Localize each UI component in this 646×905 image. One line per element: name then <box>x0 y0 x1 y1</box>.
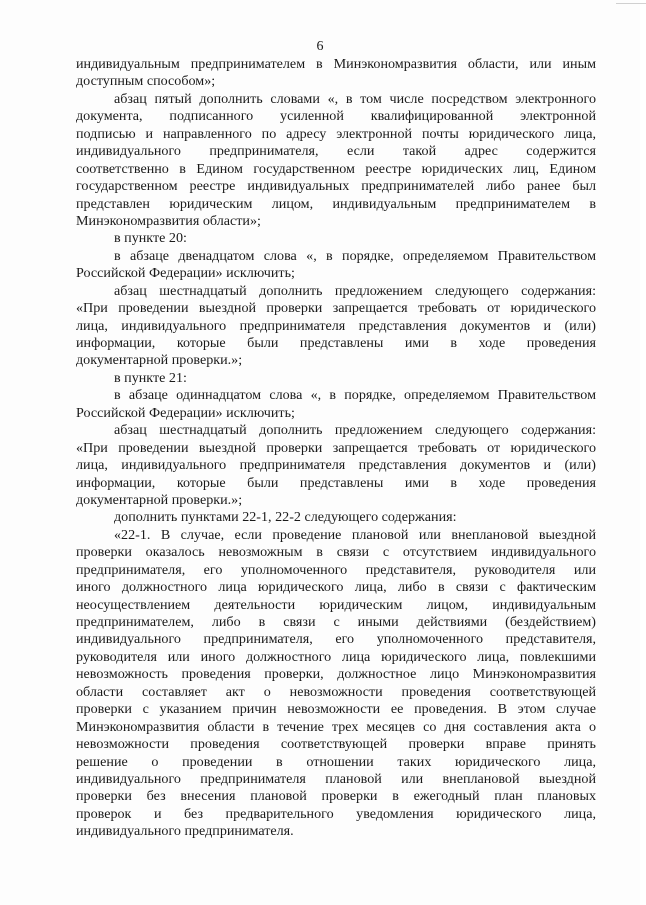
text-line: проверки без внесения плановой проверки в ежегодный план плановых <box>76 788 596 805</box>
text-line: «22-1. В случае, если проведение плановой или внеплановой выездной <box>114 526 596 543</box>
text-line: Российской Федерации» исключить; <box>76 404 295 421</box>
text-line: государственном реестре индивидуальных предпринимателей либо ранее был <box>76 178 596 195</box>
text-line: проверок и без предварительного уведомления юридического лица, <box>76 805 596 822</box>
text-line: представлен юридическим лицом, индивидуальным предпринимателем в <box>76 195 596 212</box>
text-line: подписью и направленного по адресу электронной почты юридического лица, <box>76 125 596 142</box>
text-line: лица, индивидуального предпринимателя представления документов и (или) <box>76 457 596 474</box>
text-line: «При проведении выездной проверки запрещается требовать от юридического <box>76 439 596 456</box>
text-line: в абзаце двенадцатом слова «, в порядке, определяемом Правительством <box>114 247 596 264</box>
page-number: 6 <box>316 39 324 54</box>
text-line: индивидуального предпринимателя. <box>76 823 294 840</box>
text-line: абзац пятый дополнить словами «, в том числе посредством электронного <box>114 90 596 107</box>
text-line: документа, подписанного усиленной квалифицированной электронной <box>76 108 596 125</box>
text-line: решение о проведении в отношении таких юридического лица, <box>76 753 596 770</box>
text-line: доступным способом»; <box>76 73 216 90</box>
text-line: абзац шестнадцатый дополнить предложением следующего содержания: <box>114 282 596 299</box>
text-line: области составляет акт о невозможности проведения соответствующей <box>76 683 596 700</box>
text-line: иного должностного лица юридического лица, либо в связи с фактическим <box>76 579 596 596</box>
text-line: невозможности проведения соответствующей проверки вправе принять <box>76 736 596 753</box>
text-line: индивидуальным предпринимателем в Минэкономразвития области, или иным <box>76 56 596 72</box>
text-line: абзац шестнадцатый дополнить предложением следующего содержания: <box>114 422 596 439</box>
text-line: в абзаце одиннадцатом слова «, в порядке, определяемом Правительством <box>114 387 596 404</box>
text-line: индивидуального предпринимателя плановой или внеплановой выездной <box>76 770 596 787</box>
text-line: индивидуального предпринимателя, его уполномоченного представителя, <box>76 631 596 648</box>
text-line: неосуществлением деятельности юридическим лицом, индивидуальным <box>76 596 596 613</box>
text-line: информации, которые были представлены ими в ходе проведения <box>76 335 596 351</box>
text-line: в пункте 20: <box>114 230 187 247</box>
text-line: предпринимателя, его уполномоченного представителя, руководителя или <box>76 561 596 578</box>
text-line: документарной проверки.»; <box>76 352 243 369</box>
text-line: соответственно в Едином государственном реестре юридических лиц, Едином <box>76 160 596 177</box>
text-line: Минэкономразвития области»; <box>76 212 261 229</box>
text-line: «При проведении выездной проверки запрещается требовать от юридического <box>76 300 596 317</box>
text-line: проверки оказалось невозможным в связи с отсутствием индивидуального <box>76 544 596 561</box>
text-line: руководителя или иного должностного лица юридического лица, повлекшими <box>76 648 596 665</box>
text-line: лица, индивидуального предпринимателя представления документов и (или) <box>76 317 596 334</box>
text-line: документарной проверки.»; <box>76 491 243 508</box>
text-line: Минэкономразвития области в течение трех месяцев со дня составления акта о <box>76 718 596 735</box>
text-line: информации, которые были представлены ими в ходе проведения <box>76 474 596 491</box>
document-body-text <box>76 56 596 841</box>
text-line: предпринимателем, либо в связи с иными действиями (бездействием) <box>76 614 596 630</box>
text-line: Российской Федерации» исключить; <box>76 265 295 282</box>
text-line: дополнить пунктами 22-1, 22-2 следующего содержания: <box>114 509 457 526</box>
scan-corner-mark: ————— <box>616 1 646 7</box>
text-line: проверки с указанием причин невозможности ее проведения. В этом случае <box>76 701 596 718</box>
text-line: в пункте 21: <box>114 369 187 386</box>
text-line: индивидуального предпринимателя, если такой адрес содержится <box>76 143 596 160</box>
text-line: невозможность проведения проверки, должностное лицо Минэкономразвития <box>76 666 596 683</box>
